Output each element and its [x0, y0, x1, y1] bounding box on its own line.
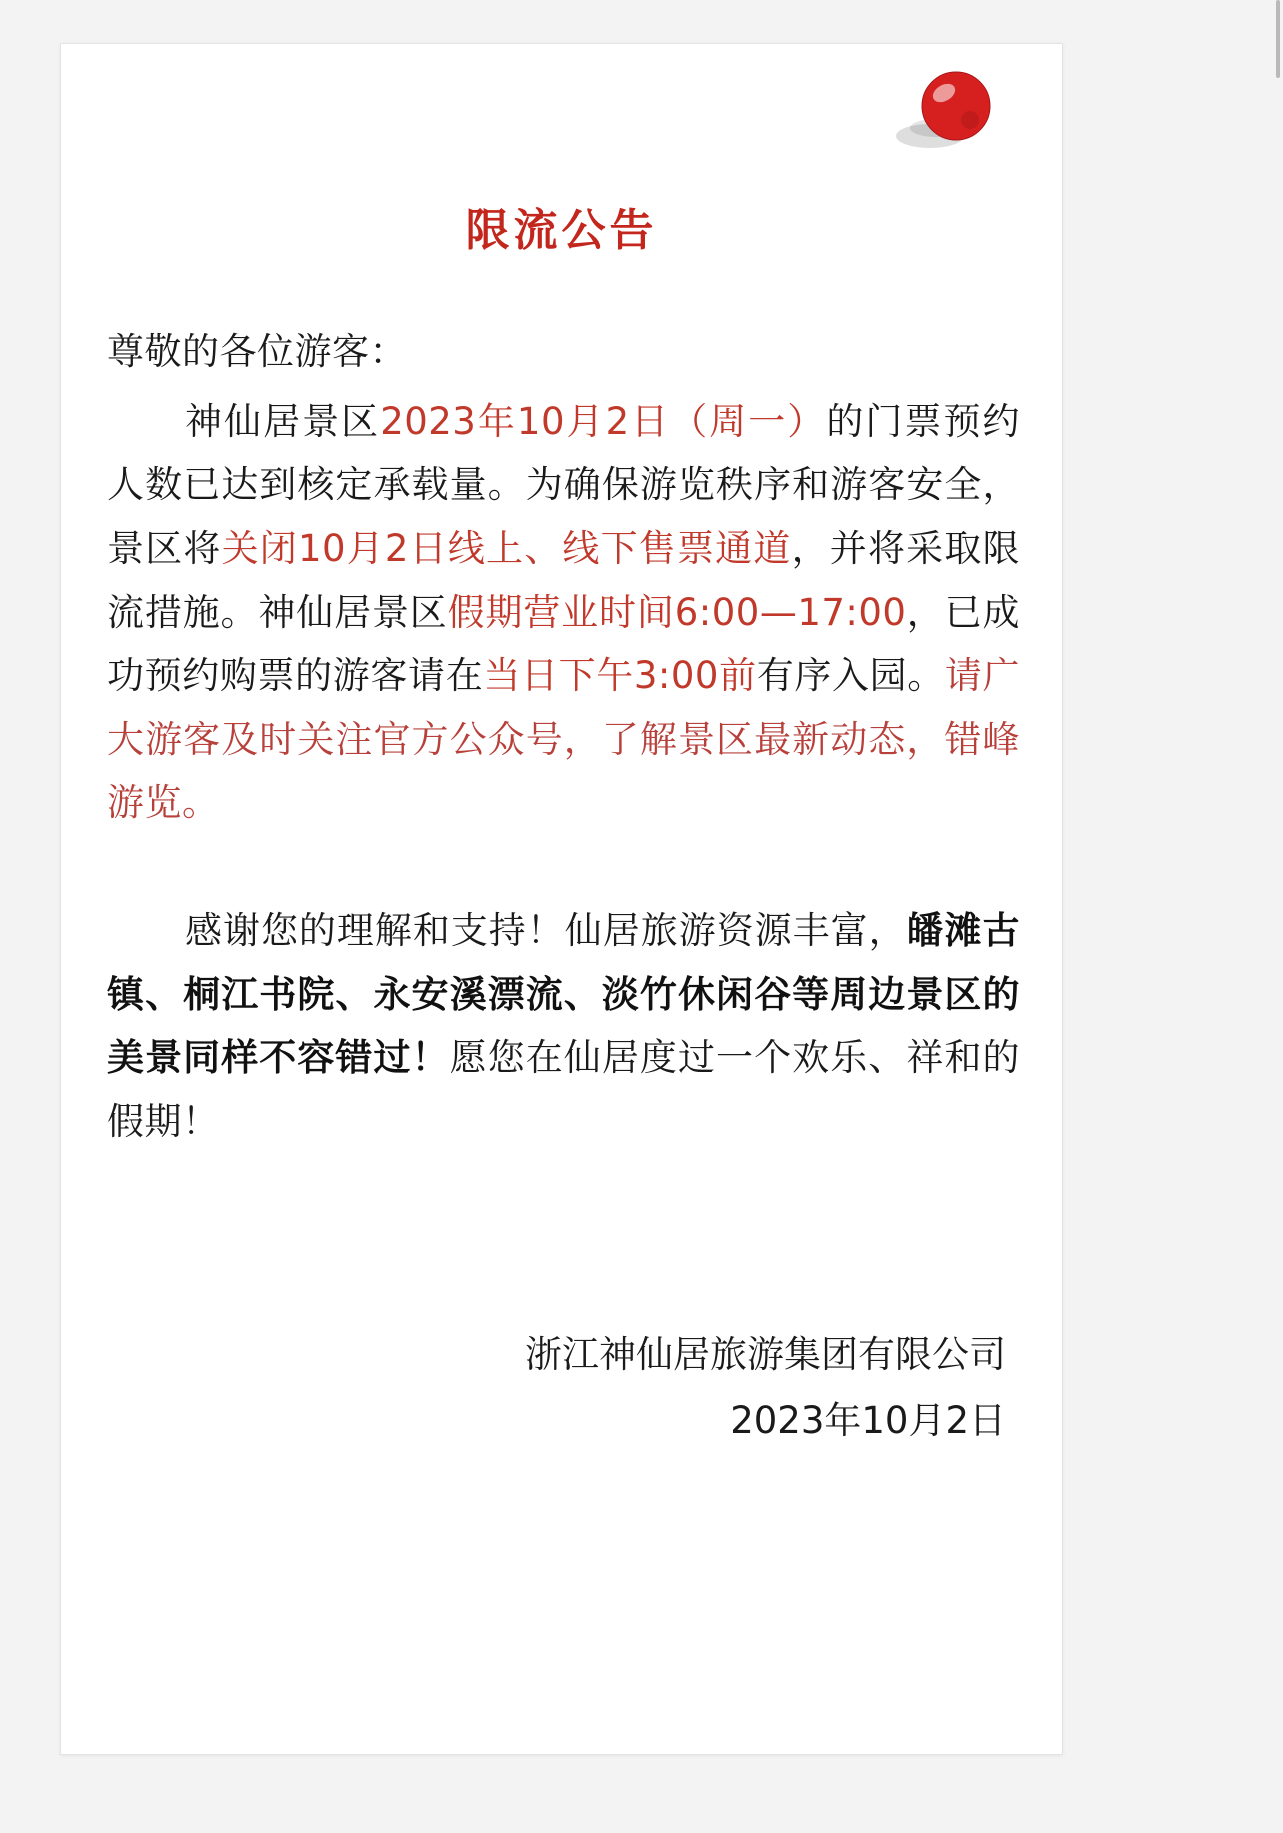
- para1-hours-highlight: 假期营业时间6:00—17:00: [447, 590, 907, 634]
- signature-date: 2023年10月2日: [730, 1399, 1006, 1443]
- para1-followus-highlight: 请广大游客及时关注官方公众号，了解景区最新动态，错峰游览。: [107, 654, 1021, 825]
- para1-seg9: 有序入园。: [756, 654, 945, 698]
- paragraph-thanks: [103, 899, 1020, 1154]
- notice-card: [60, 43, 1063, 1755]
- para1-seg5: ，并将采取限流措施。神仙居景区: [107, 526, 1021, 634]
- page-title: 限流公告: [465, 205, 658, 256]
- para1-entry-time-highlight: 当日下午3:00前: [483, 654, 757, 698]
- scrollbar-track[interactable]: [1274, 0, 1283, 1833]
- para1-date-highlight: 2023年10月2日（周一）: [380, 399, 827, 443]
- para1-seg1: 神仙居景区: [185, 399, 381, 443]
- para2-seg3: 愿您在仙居度过一个欢乐、祥和的假期！: [107, 1036, 1021, 1143]
- para2-attractions-bold: 皤滩古镇、桐江书院、永安溪漂流、淡竹休闲谷等周边景区的美景同样不容错过！: [107, 909, 1020, 1080]
- scrollbar-thumb[interactable]: [1276, 0, 1280, 78]
- para1-closure-highlight: 关闭10月2日线上、线下售票通道: [221, 526, 792, 570]
- signature-company: 浙江神仙居旅游集团有限公司: [525, 1332, 1006, 1376]
- salutation-text: 尊敬的各位游客：: [107, 330, 407, 373]
- notice-body: [61, 44, 1062, 1754]
- para2-seg1: 感谢您的理解和支持！仙居旅游资源丰富，: [185, 909, 907, 952]
- signature-block: [103, 1322, 1020, 1455]
- para1-seg7: ，已成功预约购票的游客请在: [107, 590, 1020, 698]
- paragraph-announcement: [103, 390, 1020, 835]
- para1-seg3: 的门票预约人数已达到核定承载量。为确保游览秩序和游客安全，景区将: [107, 399, 1020, 570]
